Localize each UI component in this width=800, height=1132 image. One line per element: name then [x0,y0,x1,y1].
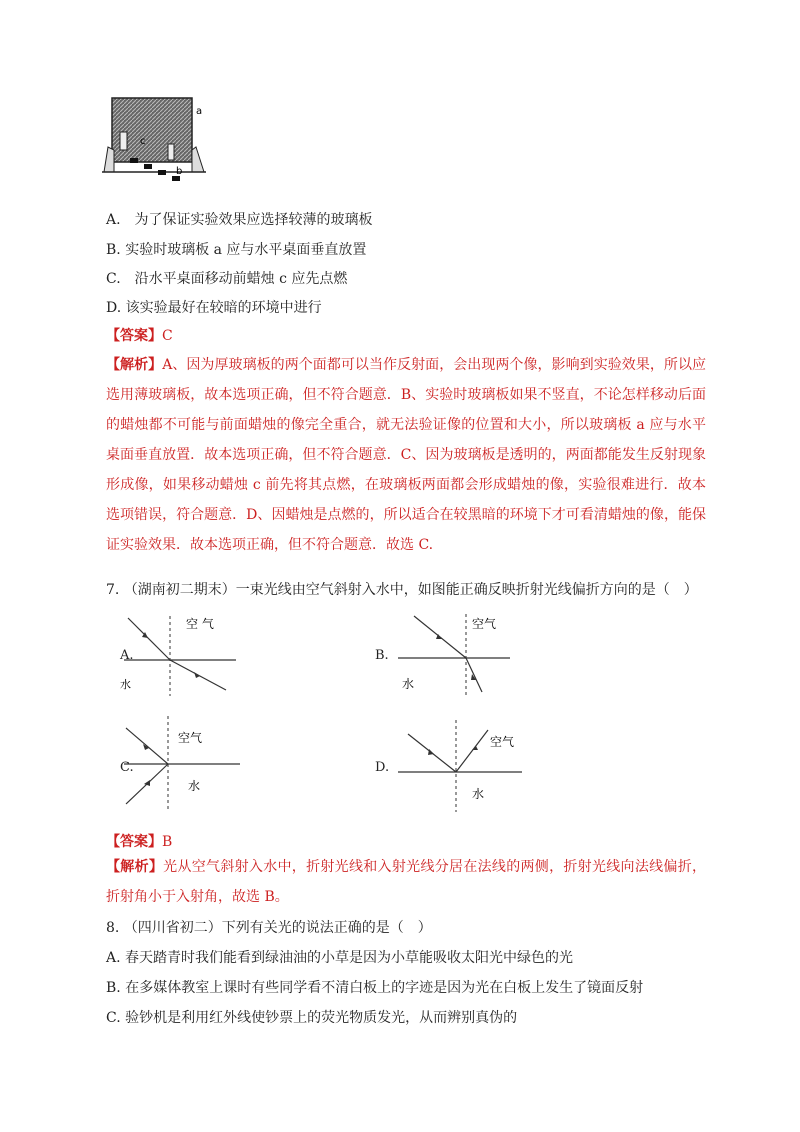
water-label: 水 [120,678,131,691]
q7-answer [106,832,172,852]
water-label: 水 [472,787,485,801]
answer-value: C [162,328,173,344]
q7-option-a-label: A. [120,648,134,663]
q6-option-c: C. 沿水平桌面移动前蜡烛 c 应先点燃 [106,271,348,287]
plane-mirror-experiment-figure [100,92,210,192]
air-label: 空气 [178,731,203,745]
answer-tag: 【答案】 [106,834,162,850]
figure-label-a: a [196,106,203,117]
q6-option-d: D. 该实验最好在较暗的环境中进行 [106,300,322,316]
q7-option-b-diagram [392,612,522,697]
q6-analysis [106,350,706,560]
q7-option-c-diagram [118,712,248,812]
q6-option-b: B. 实验时玻璃板 a 应与水平桌面垂直放置 [106,242,367,258]
q8-stem: 8. （四川省初二）下列有关光的说法正确的是（ ） [106,920,432,936]
q6-answer [106,326,173,346]
air-label: 空 气 [186,617,214,631]
q7-option-d-diagram [392,712,532,812]
q7-option-d-label: D. [375,760,390,775]
q8-option-c: C. 验钞机是利用红外线使钞票上的荧光物质发光，从而辨别真伪的 [106,1010,518,1026]
figure-label-b: b [176,166,183,177]
q7-analysis [106,852,706,912]
q7-option-c-label: C. [120,760,134,775]
q7-option-b-label: B. [375,648,389,663]
water-label: 水 [402,677,415,691]
water-label: 水 [188,779,201,793]
q8-option-a: A. 春天踏青时我们能看到绿油油的小草是因为小草能吸收太阳光中绿色的光 [106,950,574,966]
answer-value: B [162,834,173,850]
q6-option-a: A. 为了保证实验效果应选择较薄的玻璃板 [106,212,373,228]
analysis-text: A、因为厚玻璃板的两个面都可以当作反射面，会出现两个像，影响到实验效果，所以应选用薄玻璃板，故本选项正确，但不符合题意．B、实验时玻璃板如果不竖直，不论怎样移动后面的蜡烛都不可能与前面蜡烛的像完全重合，就无法验证像的位置和大小，所以玻璃板 a 应与水平桌面垂直放置．故本选项正确，但不符合题意．C、因为玻璃板是透明的，两面都能发生反射现象形成像，如果移动蜡烛 c 前先将其点燃，在玻璃板两面都会形成蜡烛的像，实验很难进行．故本选项错误，符合题意．D、因蜡烛是点燃的，所以适合在较黑暗的环境下才可看清蜡烛的像，能保证实验效果．故本选项正确，但不符合题意．故选 C. [106,357,707,553]
q7-option-a-diagram [118,612,248,697]
analysis-text: 光从空气斜射入水中，折射光线和入射光线分居在法线的两侧，折射光线向法线偏折，折射角小于入射角，故选 B。 [106,859,706,905]
analysis-tag: 【解析】 [106,859,164,875]
analysis-tag: 【解析】 [106,357,163,373]
air-label: 空气 [472,617,497,631]
figure-label-c: c [140,136,146,147]
answer-tag: 【答案】 [106,328,162,344]
q8-option-b: B. 在多媒体教室上课时有些同学看不清白板上的字迹是因为光在白板上发生了镜面反射 [106,980,644,996]
q7-stem: 7. （湖南初二期末）一束光线由空气斜射入水中，如图能正确反映折射光线偏折方向的是（ ） [106,582,698,598]
air-label: 空气 [490,735,515,749]
